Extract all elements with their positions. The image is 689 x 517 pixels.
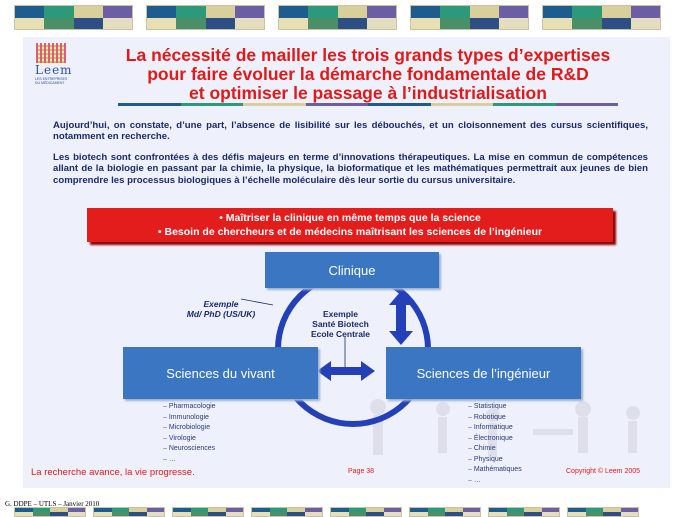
logo-tagline: LES ENTREPRISES DU MÉDICAMENT (35, 77, 68, 85)
strip-tile (278, 5, 397, 30)
presentation-credit: G. DDPE – UTLS – Janvier 2010 (5, 500, 100, 508)
list-item: – Pharmacologie (163, 402, 216, 413)
strip-tile (410, 5, 529, 30)
example-label-line: Exemple (323, 309, 358, 319)
example-label-line: Ecole Centrale (310, 329, 371, 339)
list-item: – Électronique (468, 434, 522, 445)
list-item: – Mathématiques (468, 465, 522, 476)
list-item: – Statistique (468, 402, 522, 413)
list-item: – Virologie (163, 434, 216, 445)
slide (23, 37, 670, 488)
list-item: – Neurosciences (163, 444, 216, 455)
biotech-paragraph: Les biotech sont confrontées à des défis majeurs en terme d’innovations thérapeutiques. La mise en commun de compétences allant de la biologie en passant par la chimie, la physique, la bioformatique et les mathématiques permettrait aux jeunes de bien comprendre les processus biologiques à l’échelle moléculaire dès leur sortie du cursus universitaire. (53, 152, 648, 186)
strip-tile (14, 5, 133, 30)
intro-paragraph: Aujourd’hui, on constate, d’une part, l’absence de lisibilité sur les débouchés, et un cloisonnement des cursus scientifiques, notamment en recherche. (53, 120, 648, 143)
list-item: – Microbiologie (163, 423, 216, 434)
copyright: Copyright © Leem 2005 (566, 468, 641, 475)
strip-tile (146, 5, 265, 30)
list-item: – … (468, 476, 522, 487)
strip-tile (542, 5, 661, 30)
list-item: – Immunologie (163, 413, 216, 424)
list-item: – Physique (468, 455, 522, 466)
title-line: La nécessité de mailler les trois grands types d’expertises (125, 45, 611, 65)
example-label-line: Exemple (203, 299, 239, 309)
title-line: pour faire évoluer la démarche fondamentale de R&D (147, 64, 589, 84)
example-label-line: Md/ PhD (US/UK) (186, 309, 256, 319)
key-point: • Besoin de chercheurs et de médecins maîtrisant les sciences de l’ingénieur (157, 226, 543, 238)
life-sciences-list (163, 402, 216, 465)
horizontal-double-arrow (317, 361, 375, 381)
example-md-phd-label (171, 299, 271, 319)
sciences-vivant-box: Sciences du vivant (123, 347, 318, 399)
example-label-line: Santé Biotech (312, 319, 369, 329)
key-point: • Maîtriser la clinique en même temps que la science (219, 212, 481, 224)
list-item: – … (163, 455, 216, 466)
title-line: et optimiser le passage à l’industrialisation (189, 83, 547, 103)
bottom-decorative-strip (14, 507, 639, 517)
clinique-box: Clinique (265, 252, 439, 288)
footer-tagline: La recherche avance, la vie progresse. (31, 467, 195, 478)
top-decorative-strip (14, 5, 661, 30)
list-item: – Informatique (468, 423, 522, 434)
list-item: – Robotique (468, 413, 522, 424)
page-number: Page 38 (348, 468, 375, 475)
sciences-ingenieur-box: Sciences de l’ingénieur (386, 347, 581, 399)
list-item: – Chimie (468, 444, 522, 455)
example-centrale-label (293, 309, 388, 339)
logo-text: Leem (35, 63, 73, 77)
engineering-sciences-list (468, 402, 522, 486)
